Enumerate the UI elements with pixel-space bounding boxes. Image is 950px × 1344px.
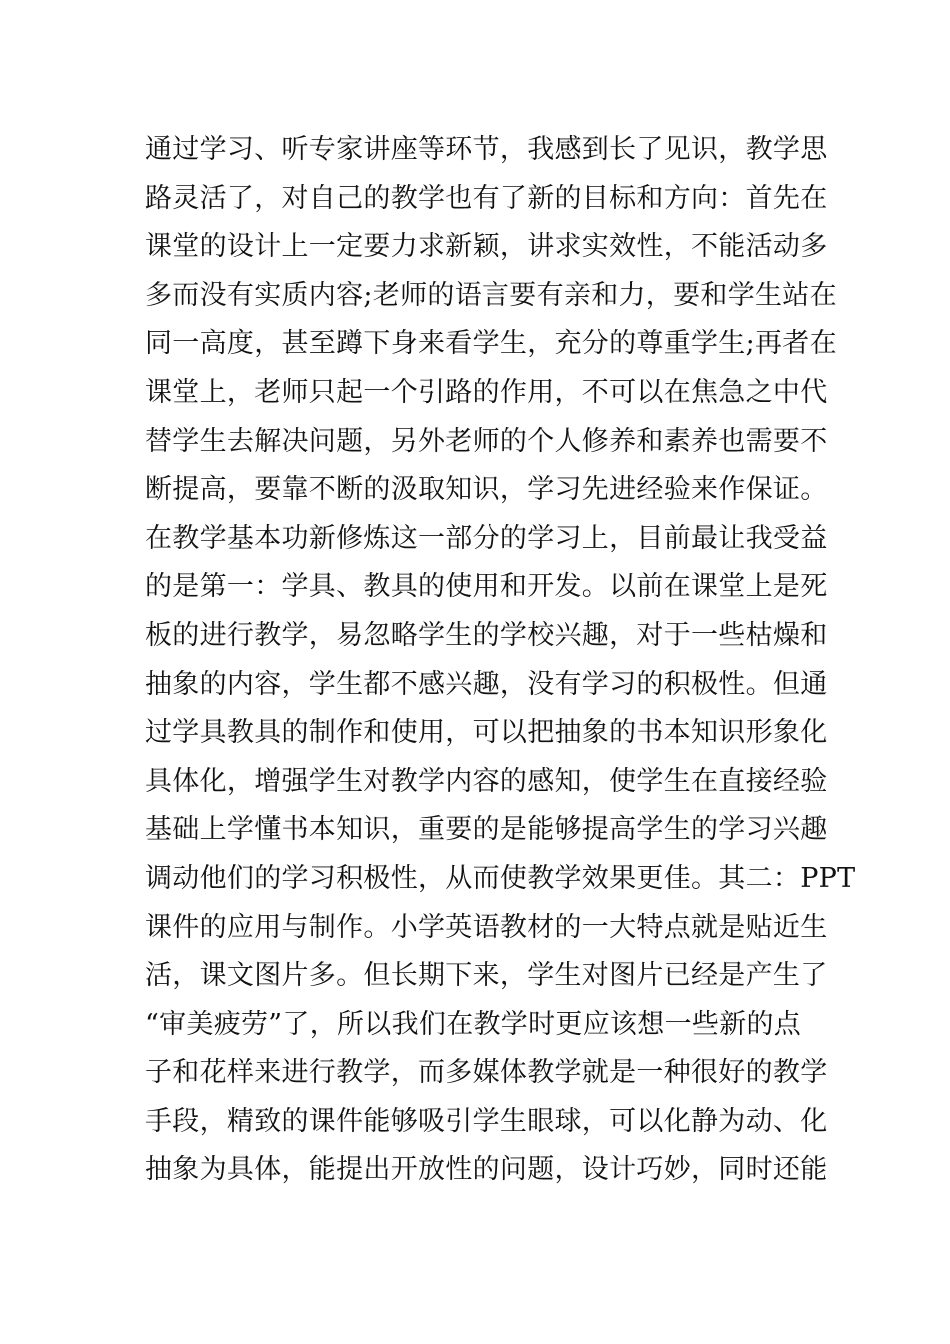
text-line: 过学具教具的制作和使用，可以把抽象的书本知识形象化 bbox=[145, 717, 828, 749]
text-line: 调动他们的学习积极性，从而使教学效果更佳。其二：PPT bbox=[145, 862, 856, 894]
text-line: 活，课文图片多。但长期下来，学生对图片已经是产生了 bbox=[145, 960, 828, 992]
text-line: 手段，精致的课件能够吸引学生眼球，可以化静为动、化 bbox=[145, 1105, 828, 1137]
text-line: 课件的应用与制作。小学英语教材的一大特点就是贴近生 bbox=[145, 911, 828, 943]
text-line: 的是第一：学具、教具的使用和开发。以前在课堂上是死 bbox=[145, 571, 828, 603]
text-line: 替学生去解决问题，另外老师的个人修养和素养也需要不 bbox=[145, 425, 828, 457]
text-line: 通过学习、听专家讲座等环节，我感到长了见识，教学思 bbox=[145, 134, 828, 165]
text-line: 基础上学懂书本知识，重要的是能够提高学生的学习兴趣 bbox=[145, 814, 828, 846]
text-line: 板的进行教学，易忽略学生的学校兴趣，对于一些枯燥和 bbox=[145, 619, 828, 651]
text-line: 抽象为具体，能提出开放性的问题，设计巧妙，同时还能 bbox=[145, 1154, 828, 1186]
text-line: 子和花样来进行教学，而多媒体教学就是一种很好的教学 bbox=[145, 1057, 828, 1089]
text-line: 断提高，要靠不断的汲取知识，学习先进经验来作保证。 bbox=[145, 474, 828, 506]
text-line: 课堂的设计上一定要力求新颖，讲求实效性，不能活动多 bbox=[145, 231, 828, 263]
text-line: 课堂上，老师只起一个引路的作用，不可以在焦急之中代 bbox=[145, 376, 828, 408]
text-line: “审美疲劳”了，所以我们在教学时更应该想一些新的点 bbox=[145, 1008, 802, 1040]
body-text bbox=[145, 126, 856, 1195]
text-line: 抽象的内容，学生都不感兴趣，没有学习的积极性。但通 bbox=[145, 668, 828, 700]
text-line: 在教学基本功新修炼这一部分的学习上，目前最让我受益 bbox=[145, 522, 828, 554]
text-line: 同一高度，甚至蹲下身来看学生，充分的尊重学生;再者在 bbox=[145, 328, 837, 360]
text-line: 路灵活了，对自己的教学也有了新的目标和方向：首先在 bbox=[145, 182, 828, 214]
text-line: 具体化，增强学生对教学内容的感知，使学生在直接经验 bbox=[145, 765, 828, 797]
text-line: 多而没有实质内容;老师的语言要有亲和力，要和学生站在 bbox=[145, 279, 837, 311]
